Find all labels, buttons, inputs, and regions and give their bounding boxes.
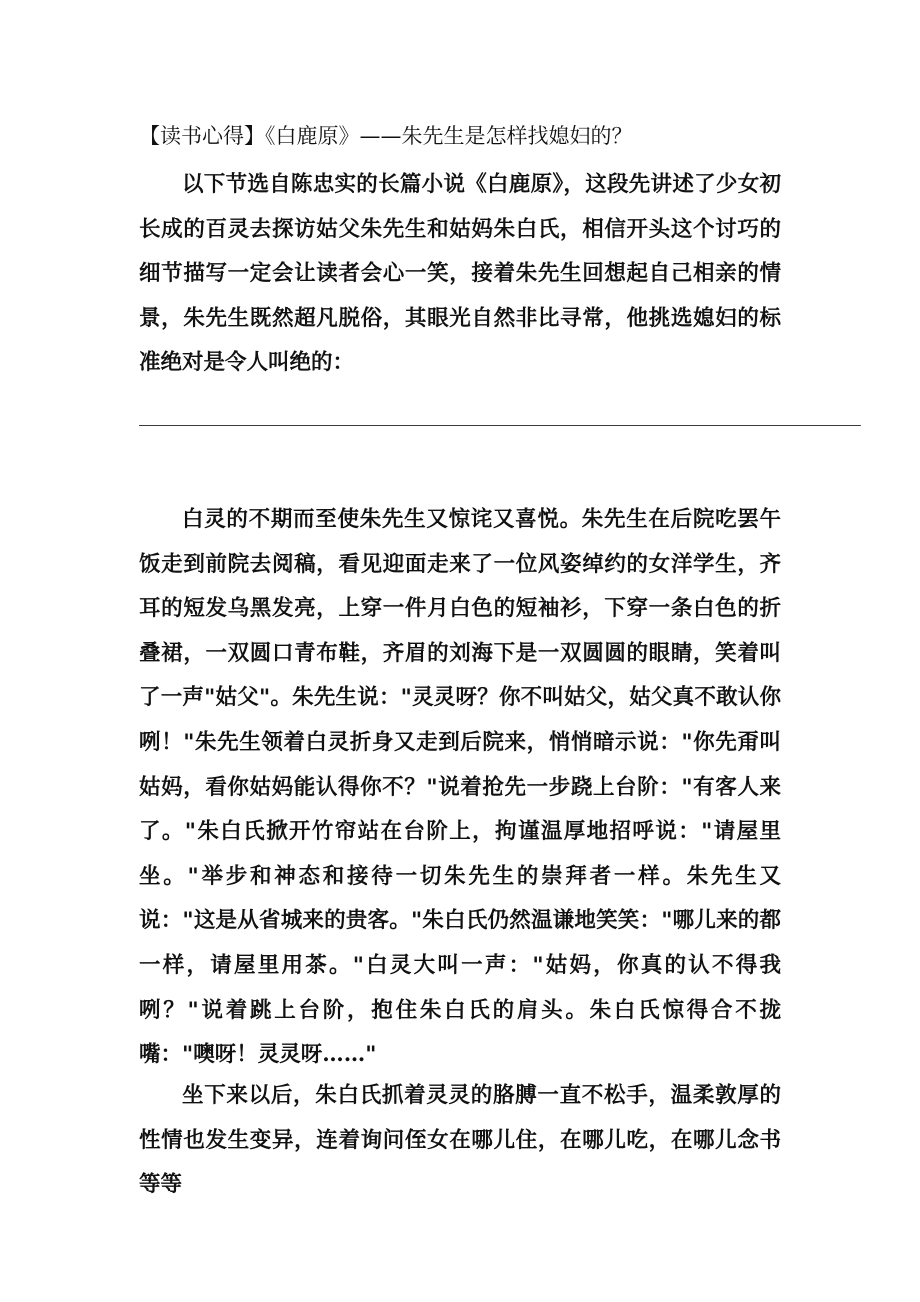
document-title: 【读书心得】《白鹿原》——朱先生是怎样找媳妇的？ [139,124,633,148]
body-paragraph-1: 白灵的不期而至使朱先生又惊诧又喜悦。朱先生在后院吃罢午饭走到前院去阅稿，看见迎面走来了一位风姿绰约的女洋学生，齐耳的短发乌黑发亮，上穿一件月白色的短袖衫，下穿一条白色的折叠裙，一双圆口青布鞋，齐眉的刘海下是一双圆圆的眼睛，笑着叫了一声"姑父"。朱先生说："灵灵呀？你不叫姑父，姑父真不敢认你咧！"朱先生领着白灵折身又走到后院来，悄悄暗示说："你先甭叫姑妈，看你姑妈能认得你不？"说着抢先一步跷上台阶："有客人来了。"朱白氏掀开竹帘站在台阶上，拘谨温厚地招呼说："请屋里坐。"举步和神态和接待一切朱先生的崇拜者一样。朱先生又说："这是从省城来的贵客。"朱白氏仍然温谦地笑笑："哪儿来的都一样，请屋里用茶。"白灵大叫一声："姑妈，你真的认不得我咧？"说着跳上台阶，抱住朱白氏的肩头。朱白氏惊得合不拢嘴："噢呀！灵灵呀……" [139,507,781,1068]
intro-paragraph: 以下节选自陈忠实的长篇小说《白鹿原》，这段先讲述了少女初长成的百灵去探访姑父朱先生和姑妈朱白氏，相信开头这个讨巧的细节描写一定会让读者会心一笑，接着朱先生回想起自己相亲的情景，朱先生既然超凡脱俗，其眼光自然非比寻常，他挑选媳妇的标准绝对是令人叫绝的： [139,172,781,376]
separator-line: __________________________________________________________ [139,402,861,426]
body-paragraph-2: 坐下来以后，朱白氏抓着灵灵的胳膊一直不松手，温柔敦厚的性情也发生变异，连着询问侄女在哪儿住，在哪儿吃，在哪儿念书等等 [139,1083,781,1198]
